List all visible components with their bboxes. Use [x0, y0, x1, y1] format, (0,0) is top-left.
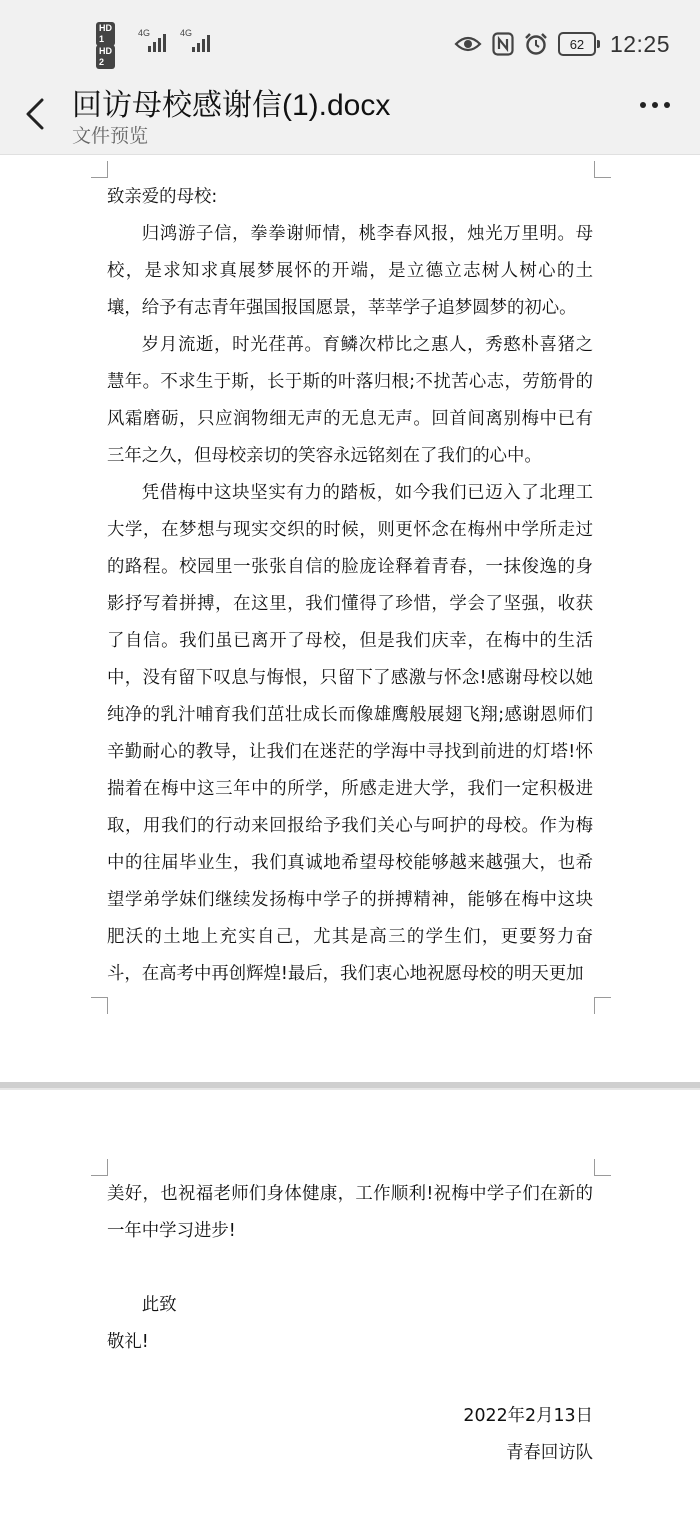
- back-button[interactable]: [22, 94, 52, 134]
- sim2-badge: HD 2: [96, 45, 115, 69]
- paragraph: 岁月流逝，时光荏苒。育鳞次栉比之惠人，秀憨朴喜猪之慧年。不求生于斯，长于斯的叶落归根;不扰苦心志，劳筋骨的风霜磨砺，只应润物细无声的无息无声。回首间离别梅中已有三年之久，但母校亲切的笑容永远铭刻在了我们的心中。: [107, 335, 593, 466]
- clock: 12:25: [609, 30, 670, 57]
- margin-mark: [91, 997, 108, 1014]
- margin-mark: [594, 161, 611, 178]
- page1-text: [107, 179, 593, 993]
- signal1-icon: [148, 32, 166, 52]
- paragraph: 凭借梅中这块坚实有力的踏板，如今我们已迈入了北理工大学，在梦想与现实交织的时候，则更怀念在梅州中学所走过的路程。校园里一张张自信的脸庞诠释着青春，一抹俊逸的身影抒写着拼搏，在这里，我们懂得了珍惜，学会了坚强，收获了自信。我们虽已离开了母校，但是我们庆幸，在梅中的生活中，没有留下叹息与悔恨，只留下了感激与怀念!感谢母校以她纯净的乳汁哺育我们茁壮成长而像雄鹰般展翅飞翔;感谢恩师们辛勤耐心的教导，让我们在迷茫的学海中寻找到前进的灯塔!怀揣着在梅中这三年中的所学，所感走进大学，我们一定积极进取，用我们的行动来回报给予我们关心与呵护的母校。作为梅中的往届毕业生，我们真诚地希望母校能够越来越强大，也希望学弟学妹们继续发扬梅中学子的拼搏精神，能够在梅中这块肥沃的土地上充实自己，尤其是高三的学生们，更要努力奋斗，在高考中再创辉煌!最后，我们衷心地祝愿母校的明天更加: [107, 483, 593, 984]
- closing-line-1: 此致: [141, 1295, 177, 1315]
- status-bar: [0, 0, 700, 72]
- status-icons: [454, 26, 670, 62]
- network1-label: 4G: [138, 28, 151, 38]
- signature-line: 青春回访队: [506, 1443, 593, 1463]
- margin-mark: [594, 1159, 611, 1176]
- battery-level: 62: [569, 36, 585, 52]
- document-page-1[interactable]: [0, 155, 700, 1082]
- greeting: 致亲爱的母校:: [107, 187, 218, 207]
- eye-icon: [454, 34, 482, 54]
- more-dots-icon: [640, 102, 646, 108]
- network2-label: 4G: [180, 28, 193, 38]
- date-line: 2022年2月13日: [463, 1406, 593, 1426]
- signal2-icon: [192, 32, 210, 52]
- closing-line-2: 敬礼!: [107, 1332, 149, 1352]
- paragraph: 归鸿游子信，拳拳谢师情，桃李春风报，烛光万里明。母校，是求知求真展梦展怀的开端，是立德立志树人树心的土壤，给予有志青年强国报国愿景，莘莘学子追梦圆梦的初心。: [107, 224, 593, 318]
- alarm-icon: [524, 32, 548, 56]
- app-header: [0, 72, 700, 155]
- nfc-icon: [492, 32, 514, 56]
- chevron-left-icon: [22, 94, 52, 134]
- page2-text: [107, 1176, 593, 1472]
- continuation-paragraph: 美好，也祝福老师们身体健康，工作顺利!祝梅中学子们在新的一年中学习进步!: [107, 1184, 593, 1241]
- document-title: 回访母校感谢信(1).docx: [72, 89, 391, 122]
- more-options-button[interactable]: [640, 102, 670, 108]
- battery-icon: [558, 32, 600, 56]
- document-subtitle: 文件预览: [72, 125, 149, 147]
- margin-mark: [91, 161, 108, 178]
- margin-mark: [91, 1159, 108, 1176]
- margin-mark: [594, 997, 611, 1014]
- sim1-badge: HD 1: [96, 22, 115, 46]
- document-page-2[interactable]: [0, 1090, 700, 1516]
